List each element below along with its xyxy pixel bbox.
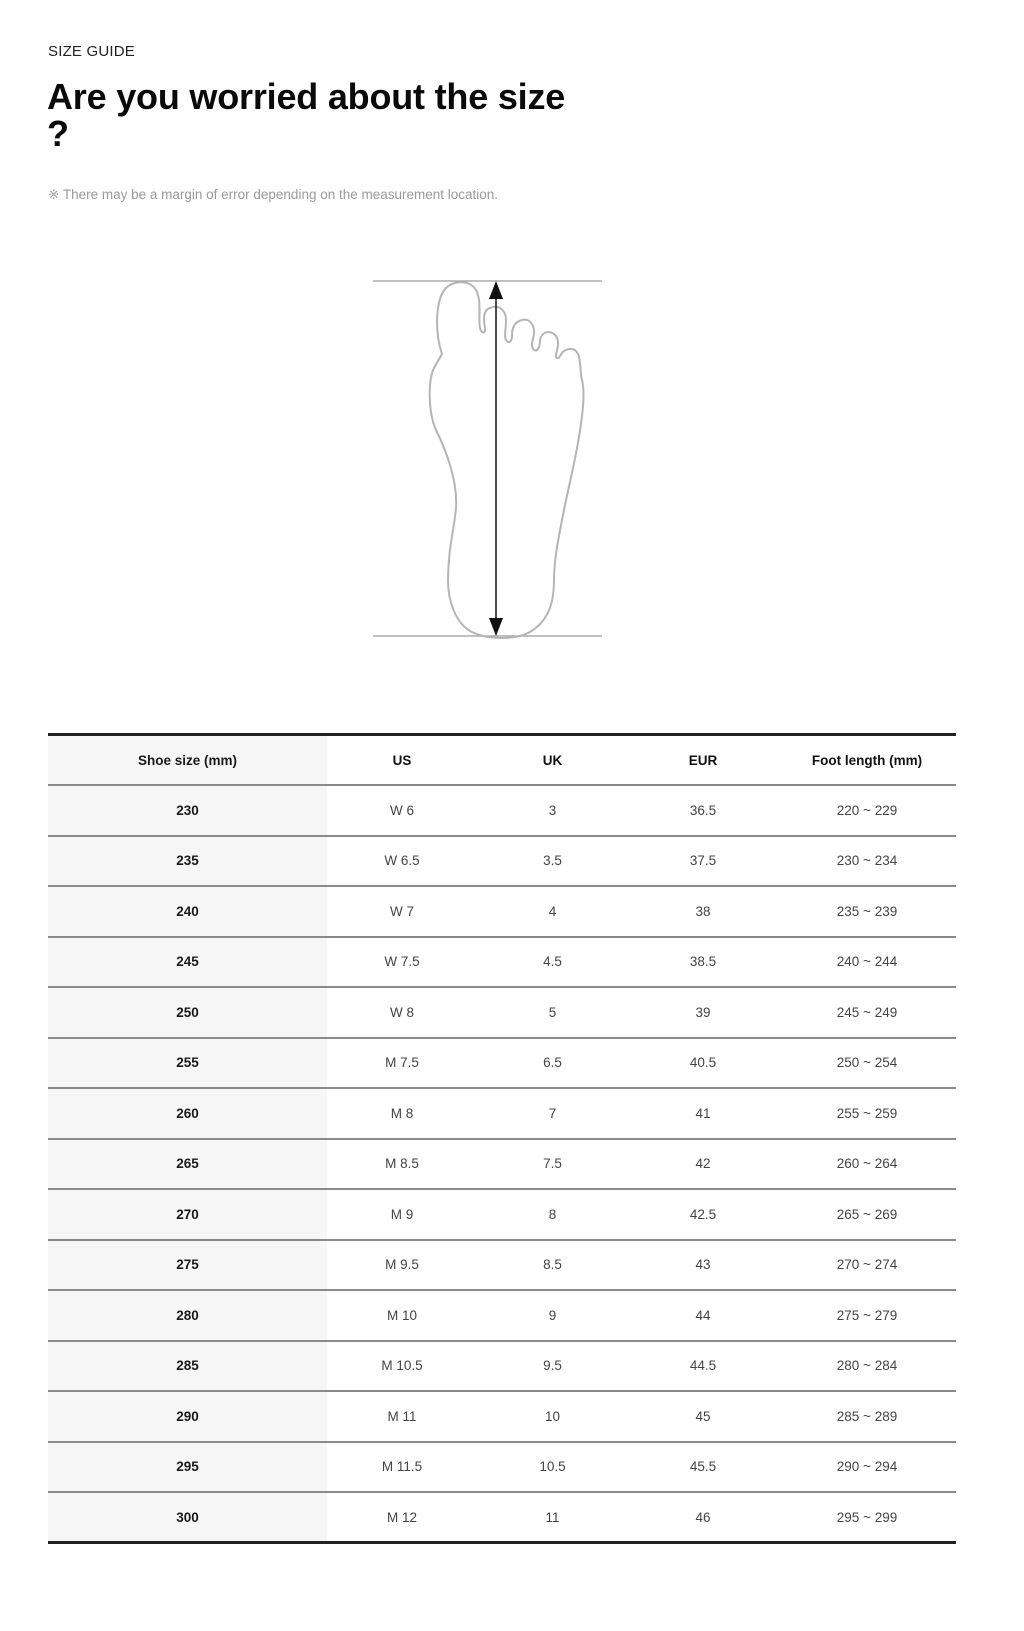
foot-outline: [430, 282, 584, 638]
table-row: [48, 1038, 956, 1089]
page-title: Are you worried about the size ?: [47, 76, 566, 154]
table-row: [48, 1240, 956, 1291]
cell-eur: 44: [628, 1290, 778, 1341]
column-header-foot-length: Foot length (mm): [778, 735, 956, 786]
cell-foot-length: 290 ~ 294: [778, 1442, 956, 1493]
cell-shoe-size: 285: [48, 1341, 327, 1392]
cell-eur: 41: [628, 1088, 778, 1139]
table-row: [48, 1442, 956, 1493]
cell-eur: 42: [628, 1139, 778, 1190]
eyebrow-label: SIZE GUIDE: [48, 43, 136, 60]
cell-foot-length: 235 ~ 239: [778, 886, 956, 937]
cell-uk: 11: [477, 1492, 628, 1543]
cell-us: M 10.5: [327, 1341, 477, 1392]
cell-foot-length: 230 ~ 234: [778, 836, 956, 887]
cell-shoe-size: 235: [48, 836, 327, 887]
measurement-disclaimer: ※ There may be a margin of error depending on the measurement location.: [48, 187, 499, 202]
cell-uk: 10.5: [477, 1442, 628, 1493]
cell-us: W 6: [327, 785, 477, 836]
cell-us: W 7.5: [327, 937, 477, 988]
column-header-uk: UK: [477, 735, 628, 786]
cell-uk: 7: [477, 1088, 628, 1139]
cell-uk: 4.5: [477, 937, 628, 988]
table-row: [48, 836, 956, 887]
cell-eur: 40.5: [628, 1038, 778, 1089]
cell-shoe-size: 280: [48, 1290, 327, 1341]
cell-us: M 7.5: [327, 1038, 477, 1089]
table-row: [48, 785, 956, 836]
table-row: [48, 1139, 956, 1190]
cell-us: M 9: [327, 1189, 477, 1240]
cell-uk: 5: [477, 987, 628, 1038]
cell-us: M 12: [327, 1492, 477, 1543]
column-header-us: US: [327, 735, 477, 786]
cell-us: W 7: [327, 886, 477, 937]
cell-us: M 8.5: [327, 1139, 477, 1190]
cell-foot-length: 265 ~ 269: [778, 1189, 956, 1240]
cell-eur: 39: [628, 987, 778, 1038]
table-row: [48, 1492, 956, 1543]
cell-uk: 10: [477, 1391, 628, 1442]
cell-eur: 38: [628, 886, 778, 937]
cell-foot-length: 220 ~ 229: [778, 785, 956, 836]
cell-shoe-size: 295: [48, 1442, 327, 1493]
table-row: [48, 987, 956, 1038]
cell-shoe-size: 240: [48, 886, 327, 937]
cell-eur: 36.5: [628, 785, 778, 836]
cell-foot-length: 285 ~ 289: [778, 1391, 956, 1442]
cell-uk: 9.5: [477, 1341, 628, 1392]
cell-shoe-size: 260: [48, 1088, 327, 1139]
cell-foot-length: 240 ~ 244: [778, 937, 956, 988]
cell-shoe-size: 275: [48, 1240, 327, 1291]
cell-shoe-size: 290: [48, 1391, 327, 1442]
cell-foot-length: 280 ~ 284: [778, 1341, 956, 1392]
cell-eur: 38.5: [628, 937, 778, 988]
cell-uk: 9: [477, 1290, 628, 1341]
cell-shoe-size: 255: [48, 1038, 327, 1089]
table-header-row: [48, 735, 956, 786]
cell-foot-length: 260 ~ 264: [778, 1139, 956, 1190]
table-row: [48, 1341, 956, 1392]
column-header-shoe-size: Shoe size (mm): [48, 735, 327, 786]
cell-shoe-size: 230: [48, 785, 327, 836]
arrow-down-icon: [489, 618, 503, 636]
cell-eur: 45: [628, 1391, 778, 1442]
cell-us: M 10: [327, 1290, 477, 1341]
cell-shoe-size: 245: [48, 937, 327, 988]
cell-eur: 45.5: [628, 1442, 778, 1493]
cell-foot-length: 270 ~ 274: [778, 1240, 956, 1291]
cell-uk: 8.5: [477, 1240, 628, 1291]
arrow-up-icon: [489, 281, 503, 299]
table-row: [48, 937, 956, 988]
cell-foot-length: 275 ~ 279: [778, 1290, 956, 1341]
cell-us: M 8: [327, 1088, 477, 1139]
cell-foot-length: 250 ~ 254: [778, 1038, 956, 1089]
cell-us: M 9.5: [327, 1240, 477, 1291]
cell-shoe-size: 250: [48, 987, 327, 1038]
table-row: [48, 1189, 956, 1240]
cell-eur: 42.5: [628, 1189, 778, 1240]
cell-uk: 3: [477, 785, 628, 836]
cell-eur: 44.5: [628, 1341, 778, 1392]
cell-foot-length: 255 ~ 259: [778, 1088, 956, 1139]
cell-uk: 3.5: [477, 836, 628, 887]
foot-length-measurement-icon: [370, 270, 610, 650]
cell-eur: 37.5: [628, 836, 778, 887]
table-row: [48, 886, 956, 937]
cell-eur: 43: [628, 1240, 778, 1291]
cell-shoe-size: 265: [48, 1139, 327, 1190]
cell-us: M 11.5: [327, 1442, 477, 1493]
cell-foot-length: 295 ~ 299: [778, 1492, 956, 1543]
cell-uk: 8: [477, 1189, 628, 1240]
column-header-eur: EUR: [628, 735, 778, 786]
cell-shoe-size: 270: [48, 1189, 327, 1240]
table-row: [48, 1088, 956, 1139]
cell-us: W 6.5: [327, 836, 477, 887]
table-row: [48, 1391, 956, 1442]
cell-eur: 46: [628, 1492, 778, 1543]
cell-uk: 7.5: [477, 1139, 628, 1190]
cell-foot-length: 245 ~ 249: [778, 987, 956, 1038]
cell-uk: 6.5: [477, 1038, 628, 1089]
table-row: [48, 1290, 956, 1341]
cell-uk: 4: [477, 886, 628, 937]
cell-shoe-size: 300: [48, 1492, 327, 1543]
size-conversion-table: [48, 733, 956, 1544]
cell-us: M 11: [327, 1391, 477, 1442]
cell-us: W 8: [327, 987, 477, 1038]
